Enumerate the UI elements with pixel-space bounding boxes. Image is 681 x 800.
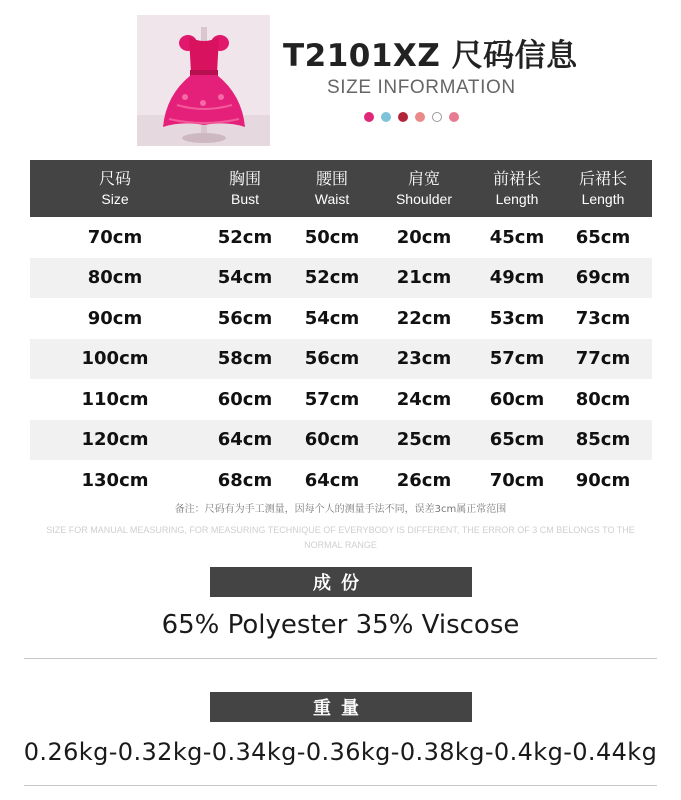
table-cell: 45cm: [489, 226, 545, 248]
table-row: [30, 339, 652, 380]
header-label-en: Shoulder: [395, 190, 453, 207]
table-cell: 56cm: [217, 307, 273, 329]
header-label-en: Length: [495, 190, 539, 207]
table-row: [30, 460, 652, 501]
table-cell: 80cm: [87, 267, 143, 289]
table-cell: 70cm: [489, 469, 545, 491]
table-cell: 54cm: [217, 267, 273, 289]
divider: [24, 658, 657, 659]
table-cell: 130cm: [81, 469, 149, 491]
header-label-en: Size: [101, 190, 129, 207]
table-cell: 52cm: [304, 267, 360, 289]
table-row: [30, 258, 652, 299]
header-label-en: Length: [581, 190, 625, 207]
header-bust: [200, 160, 290, 217]
color-swatch: [381, 112, 391, 122]
table-cell: 57cm: [304, 388, 360, 410]
composition-value: 65% Polyester 35% Viscose: [161, 610, 520, 640]
header-label-zh: 前裙长: [492, 168, 541, 188]
weight-label: 重量: [210, 692, 472, 722]
table-cell: 57cm: [489, 348, 545, 370]
table-cell: 90cm: [575, 469, 631, 491]
table-cell: 64cm: [217, 429, 273, 451]
table-cell: 26cm: [396, 469, 452, 491]
table-header: [30, 160, 652, 217]
header-label-zh: 肩宽: [407, 168, 440, 188]
table-cell: 68cm: [217, 469, 273, 491]
header-waist: [290, 160, 374, 217]
size-table: [30, 160, 652, 501]
table-cell: 53cm: [489, 307, 545, 329]
table-cell: 56cm: [304, 348, 360, 370]
table-cell: 52cm: [217, 226, 273, 248]
table-row: [30, 420, 652, 461]
color-swatch: [415, 112, 425, 122]
color-swatch: [432, 112, 442, 122]
table-cell: 120cm: [81, 429, 149, 451]
table-cell: 64cm: [304, 469, 360, 491]
color-swatch: [449, 112, 459, 122]
table-cell: 65cm: [489, 429, 545, 451]
table-cell: 20cm: [396, 226, 452, 248]
table-cell: 21cm: [396, 267, 452, 289]
header-shoulder: [374, 160, 474, 217]
header-label-zh: 尺码: [98, 168, 131, 188]
table-cell: 110cm: [81, 388, 149, 410]
table-cell: 60cm: [304, 429, 360, 451]
table-row: [30, 379, 652, 420]
table-cell: 24cm: [396, 388, 452, 410]
color-swatch: [364, 112, 374, 122]
header-label-zh: 后裙长: [578, 168, 627, 188]
table-cell: 77cm: [575, 348, 631, 370]
page-subtitle: SIZE INFORMATION: [327, 77, 516, 98]
color-swatch: [398, 112, 408, 122]
table-cell: 23cm: [396, 348, 452, 370]
table-body: [30, 217, 652, 501]
color-swatches: [364, 112, 459, 122]
table-cell: 22cm: [396, 307, 452, 329]
header-label-en: Bust: [230, 190, 259, 207]
header-front-length: [474, 160, 560, 217]
divider: [24, 785, 657, 786]
table-cell: 54cm: [304, 307, 360, 329]
table-cell: 100cm: [81, 348, 149, 370]
table-row: [30, 298, 652, 339]
table-cell: 58cm: [217, 348, 273, 370]
table-cell: 49cm: [489, 267, 545, 289]
header-label-zh: 胸围: [228, 168, 261, 188]
table-cell: 70cm: [87, 226, 143, 248]
dress-image: [137, 15, 270, 146]
composition-label: 成份: [210, 567, 472, 597]
table-cell: 80cm: [575, 388, 631, 410]
table-cell: 90cm: [87, 307, 143, 329]
table-cell: 60cm: [489, 388, 545, 410]
header-label-en: Waist: [314, 190, 350, 207]
header-size: [30, 160, 200, 217]
table-cell: 85cm: [575, 429, 631, 451]
weight-value: 0.26kg-0.32kg-0.34kg-0.36kg-0.38kg-0.4kg-0.44kg: [23, 738, 658, 766]
table-cell: 60cm: [217, 388, 273, 410]
header-back-length: [560, 160, 646, 217]
table-cell: 69cm: [575, 267, 631, 289]
header-label-zh: 腰围: [315, 168, 348, 188]
table-row: [30, 217, 652, 258]
page-title: T2101XZ 尺码信息: [283, 38, 578, 74]
table-cell: 65cm: [575, 226, 631, 248]
product-photo: [137, 15, 270, 146]
table-cell: 50cm: [304, 226, 360, 248]
table-cell: 25cm: [396, 429, 452, 451]
table-cell: 73cm: [575, 307, 631, 329]
measurement-note-zh: 备注：尺码有为手工测量，因每个人的测量手法不同，误差3cm属正常范围: [174, 504, 507, 515]
measurement-note-en: SIZE FOR MANUAL MEASURING, FOR MEASURING TECHNIQUE OF EVERYBODY IS DIFFERENT, THE ERROR OF 3 CM BELONGS TO THE NORMAL RANGE: [46, 525, 635, 550]
